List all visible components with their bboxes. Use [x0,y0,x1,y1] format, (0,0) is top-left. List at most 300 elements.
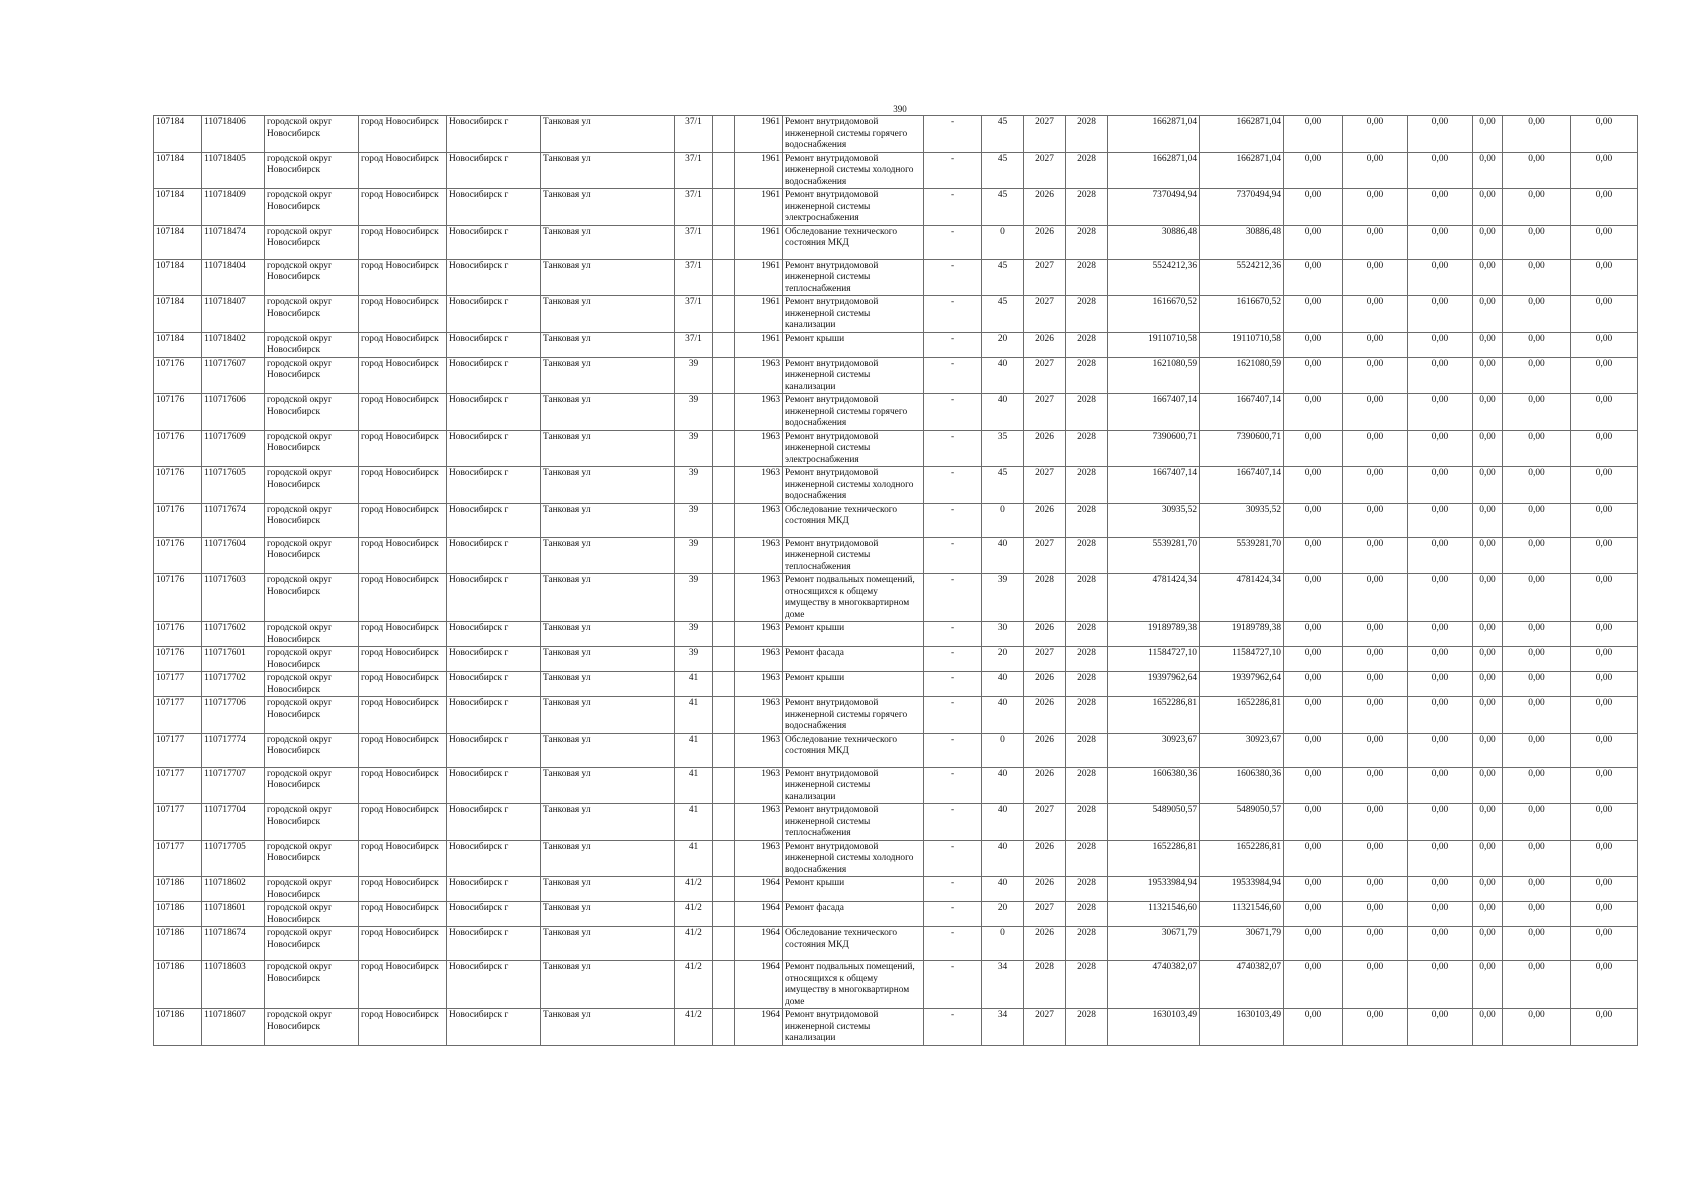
work-code-cell [202,961,265,1009]
cell-text: 0,00 [1479,768,1496,779]
build-year-cell [735,394,783,431]
end-year-cell [1066,840,1108,877]
cell-text: 0,00 [1304,504,1322,515]
amount-cell [1473,927,1503,961]
amount-cell [1343,394,1408,431]
build-year-cell [735,767,783,804]
amount-cell [1408,647,1473,672]
street-cell [541,357,675,394]
cell-text: город Новосибирск [361,903,439,913]
house-id-cell [154,672,202,697]
cell-text: 2027 [1035,297,1054,307]
table-row [154,697,1638,734]
cell-text: 0,00 [1431,928,1449,938]
cell-text: 30886,48 [1161,226,1197,237]
cell-text: 0,00 [1431,333,1449,344]
cell-text: 0,00 [1304,962,1322,972]
cell-text: город Новосибирск [361,358,439,369]
cell-text: 110718474 [204,226,246,237]
build-year-cell [735,152,783,189]
cell-text: Новосибирск г [449,805,509,815]
building-cell [713,332,735,357]
amount-cell [1571,537,1638,574]
house-id-cell [154,259,202,296]
cell-text: 2028 [1077,468,1096,478]
city-cell [447,503,541,537]
work-code-cell [202,357,265,394]
work-code-cell [202,647,265,672]
cell-text: 39 [997,575,1008,585]
cell-text: 5489050,57 [1152,805,1197,815]
cell-text: Танковая ул [543,734,591,745]
cell-text: 41 [688,841,699,852]
cell-text: город Новосибирск [361,297,439,307]
dash-cell [924,804,982,841]
total-cell [1200,622,1284,647]
cell-text: 110717601 [204,648,246,658]
cell-text: 0,00 [1595,575,1613,585]
cell-text: Новосибирск г [449,153,509,164]
wear-cell [982,697,1024,734]
cell-text: 4740382,07 [1236,962,1281,972]
amount-cell [1343,503,1408,537]
amount-cell [1473,647,1503,672]
amount-cell [1284,697,1343,734]
cell-text: 11321546,60 [1232,903,1281,913]
cell-text: 0,00 [1431,1010,1449,1020]
cell-text: Танковая ул [543,878,591,888]
amount-cell [1284,840,1343,877]
cell-text: 0,00 [1304,153,1322,164]
cell-text: 1662871,04 [1152,117,1197,127]
amount-cell [1343,467,1408,504]
street-cell [541,430,675,467]
build-year-cell [735,840,783,877]
cell-text: 1630103,49 [1236,1010,1281,1020]
build-year-cell [735,430,783,467]
amount-cell [1571,697,1638,734]
street-cell [541,672,675,697]
cell-text: - [950,734,955,745]
cell-text: 107186 [156,1010,185,1020]
cell-text: - [950,903,955,913]
amount-cell [1571,877,1638,902]
work-type-cell [783,697,924,734]
cell-text: Ремонт крыши [785,878,845,888]
work-code-cell [202,840,265,877]
cell-text: 1961 [761,226,780,237]
amount-cell [1571,430,1638,467]
building-cell [713,1009,735,1046]
amount-cell [1503,961,1571,1009]
cell-text: 0,00 [1304,468,1322,478]
cell-text: 2027 [1035,538,1054,549]
cell-text: 1963 [761,768,780,779]
cell-text: 2027 [1035,358,1054,369]
cell-text: - [950,431,955,442]
amount-cell [1343,840,1408,877]
settlement-cell [359,116,447,153]
cell-text: 0,00 [1479,878,1496,888]
total-cell [1200,574,1284,622]
cell-text: 0,00 [1431,903,1449,913]
total-cell [1200,672,1284,697]
cell-text: 107184 [156,153,185,164]
cost-cell [1108,296,1200,333]
cell-text: 0,00 [1431,431,1449,442]
cell-text: 0,00 [1528,260,1545,271]
cell-text: городской округ Новосибирск [267,260,332,282]
cell-text: 0,00 [1595,190,1613,200]
cell-text: 0,00 [1479,395,1496,405]
cell-text: Новосибирск г [449,841,509,852]
amount-cell [1408,574,1473,622]
build-year-cell [735,927,783,961]
total-cell [1200,840,1284,877]
plan-year-cell [1024,1009,1066,1046]
end-year-cell [1066,152,1108,189]
cell-text: Танковая ул [543,903,591,913]
amount-cell [1473,622,1503,647]
house-number-cell [675,902,713,927]
amount-cell [1473,840,1503,877]
cell-text: городской округ Новосибирск [267,226,332,248]
cell-text: 0,00 [1528,297,1545,307]
cell-text: 2028 [1077,623,1096,633]
total-cell [1200,927,1284,961]
amount-cell [1284,503,1343,537]
cell-text: 0,00 [1431,226,1449,237]
house-id-cell [154,225,202,259]
amount-cell [1571,467,1638,504]
cell-text: 1961 [761,190,780,200]
capital-repair-table [153,115,1638,1046]
cell-text: 7370494,94 [1152,190,1197,200]
cell-text: 110717605 [204,468,246,478]
house-id-cell [154,902,202,927]
house-id-cell [154,697,202,734]
cost-cell [1108,1009,1200,1046]
cell-text: - [950,538,955,549]
amount-cell [1571,259,1638,296]
street-cell [541,902,675,927]
city-cell [447,225,541,259]
cell-text: городской округ Новосибирск [267,805,332,827]
total-cell [1200,332,1284,357]
cell-text: Ремонт внутридомовой инженерной системы теплоснабжения [785,260,879,294]
cell-text: 2028 [1077,297,1096,307]
cost-cell [1108,804,1200,841]
cell-text: 0,00 [1366,768,1384,779]
plan-year-cell [1024,927,1066,961]
city-cell [447,672,541,697]
cost-cell [1108,357,1200,394]
amount-cell [1343,189,1408,226]
cell-text: городской округ Новосибирск [267,673,332,695]
house-id-cell [154,394,202,431]
house-number-cell [675,927,713,961]
cell-text: - [950,468,955,478]
municipality-cell [265,574,359,622]
building-cell [713,927,735,961]
cell-text: 39 [688,358,699,369]
cell-text: 1963 [761,575,780,585]
cell-text: - [950,928,955,938]
table-row [154,537,1638,574]
building-cell [713,697,735,734]
cell-text: 0,00 [1479,504,1496,515]
settlement-cell [359,902,447,927]
amount-cell [1571,152,1638,189]
cell-text: 45 [997,297,1008,307]
cell-text: 107184 [156,226,185,237]
cell-text: 0,00 [1366,903,1384,913]
end-year-cell [1066,927,1108,961]
cell-text: 2026 [1035,504,1054,515]
cell-text: 0,00 [1528,504,1545,515]
cell-text: 110718603 [204,962,246,972]
work-type-cell [783,574,924,622]
cell-text: город Новосибирск [361,226,439,237]
cell-text: 41 [688,734,699,745]
work-type-cell [783,225,924,259]
cell-text: 1963 [761,431,780,442]
house-id-cell [154,430,202,467]
cell-text: 0,00 [1479,841,1496,852]
street-cell [541,537,675,574]
amount-cell [1408,152,1473,189]
cell-text: 0,00 [1304,698,1322,708]
amount-cell [1343,537,1408,574]
street-cell [541,647,675,672]
cell-text: 7370494,94 [1236,190,1281,200]
amount-cell [1503,189,1571,226]
cost-cell [1108,332,1200,357]
amount-cell [1571,622,1638,647]
amount-cell [1503,503,1571,537]
dash-cell [924,733,982,767]
cell-text: 0,00 [1304,226,1322,237]
municipality-cell [265,116,359,153]
house-number-cell [675,767,713,804]
street-cell [541,622,675,647]
amount-cell [1571,672,1638,697]
house-number-cell [675,672,713,697]
cell-text: 107176 [156,538,185,549]
cell-text: 1662871,04 [1236,117,1281,127]
building-cell [713,804,735,841]
amount-cell [1284,804,1343,841]
work-type-cell [783,296,924,333]
amount-cell [1284,647,1343,672]
wear-cell [982,503,1024,537]
cell-text: 110718602 [204,878,246,888]
municipality-cell [265,1009,359,1046]
house-id-cell [154,1009,202,1046]
cell-text: 107176 [156,504,185,515]
cell-text: Ремонт внутридомовой инженерной системы электроснабжения [785,431,879,465]
city-cell [447,296,541,333]
amount-cell [1284,537,1343,574]
amount-cell [1408,503,1473,537]
cell-text: 0,00 [1431,117,1449,127]
cell-text: 2026 [1035,928,1054,938]
cell-text: 45 [997,260,1008,271]
amount-cell [1503,574,1571,622]
cell-text: 0,00 [1479,297,1496,307]
cell-text: 0,00 [1304,117,1322,127]
cell-text: 0,00 [1528,395,1545,405]
cell-text: 0,00 [1528,468,1545,478]
cell-text: 20 [997,903,1008,913]
total-cell [1200,961,1284,1009]
municipality-cell [265,152,359,189]
amount-cell [1408,357,1473,394]
cell-text: Новосибирск г [449,117,509,127]
amount-cell [1473,296,1503,333]
cell-text: 107186 [156,903,185,913]
cell-text: 0,00 [1431,841,1449,852]
wear-cell [982,296,1024,333]
cell-text: 2026 [1035,878,1054,888]
street-cell [541,840,675,877]
cell-text: 110717707 [204,768,246,779]
work-type-cell [783,152,924,189]
amount-cell [1503,877,1571,902]
cell-text: 20 [997,333,1008,344]
settlement-cell [359,152,447,189]
cell-text: 0,00 [1595,395,1613,405]
total-cell [1200,733,1284,767]
table-row [154,394,1638,431]
amount-cell [1503,225,1571,259]
cell-text: 45 [997,468,1008,478]
municipality-cell [265,225,359,259]
cell-text: городской округ Новосибирск [267,504,332,526]
cell-text: Ремонт внутридомовой инженерной системы горячего водоснабжения [785,117,908,150]
cell-text: 5489050,57 [1236,805,1281,815]
wear-cell [982,152,1024,189]
house-number-cell [675,152,713,189]
end-year-cell [1066,225,1108,259]
house-number-cell [675,840,713,877]
cell-text: 1963 [761,358,780,369]
city-cell [447,622,541,647]
cost-cell [1108,259,1200,296]
cell-text: - [950,260,955,271]
table-row [154,332,1638,357]
city-cell [447,647,541,672]
cell-text: 40 [997,878,1008,888]
table-row [154,467,1638,504]
cell-text: город Новосибирск [361,575,439,585]
cell-text: Ремонт внутридомовой инженерной системы электроснабжения [785,190,879,223]
settlement-cell [359,767,447,804]
house-id-cell [154,961,202,1009]
dash-cell [924,927,982,961]
build-year-cell [735,902,783,927]
cell-text: 37/1 [685,190,702,200]
work-type-cell [783,647,924,672]
work-type-cell [783,394,924,431]
cell-text: 0,00 [1366,623,1384,633]
work-code-cell [202,296,265,333]
cell-text: 110717674 [204,504,246,515]
cell-text: 2026 [1035,734,1054,745]
cell-text: 39 [688,395,699,405]
settlement-cell [359,332,447,357]
cell-text: - [950,648,955,658]
amount-cell [1408,296,1473,333]
cell-text: 110717607 [204,358,246,369]
cell-text: город Новосибирск [361,538,439,549]
cell-text: 2026 [1035,623,1054,633]
cell-text: городской округ Новосибирск [267,903,332,925]
cell-text: 1606380,36 [1236,768,1281,779]
cell-text: 2028 [1077,648,1096,658]
end-year-cell [1066,189,1108,226]
building-cell [713,672,735,697]
cell-text: 0,00 [1366,673,1384,683]
end-year-cell [1066,672,1108,697]
cell-text: городской округ Новосибирск [267,698,332,720]
municipality-cell [265,902,359,927]
cell-text: 0,00 [1304,575,1322,585]
cell-text: 0,00 [1595,1010,1613,1020]
total-cell [1200,189,1284,226]
plan-year-cell [1024,733,1066,767]
house-number-cell [675,697,713,734]
amount-cell [1284,902,1343,927]
street-cell [541,467,675,504]
end-year-cell [1066,1009,1108,1046]
cell-text: 107176 [156,648,185,658]
amount-cell [1343,622,1408,647]
amount-cell [1571,189,1638,226]
cell-text: - [950,190,955,200]
municipality-cell [265,503,359,537]
cell-text: 39 [688,504,699,515]
cell-text: 110718406 [204,117,246,127]
amount-cell [1343,332,1408,357]
amount-cell [1343,574,1408,622]
table-row [154,574,1638,622]
cell-text: 0,00 [1528,431,1545,442]
cell-text: 0,00 [1431,190,1449,200]
cell-text: 0,00 [1431,395,1449,405]
end-year-cell [1066,296,1108,333]
cell-text: 0 [1000,226,1005,237]
dash-cell [924,357,982,394]
cell-text: Новосибирск г [449,673,509,683]
work-code-cell [202,622,265,647]
plan-year-cell [1024,430,1066,467]
cell-text: 2028 [1077,673,1096,683]
house-number-cell [675,804,713,841]
amount-cell [1343,902,1408,927]
build-year-cell [735,332,783,357]
cell-text: 0,00 [1366,928,1384,938]
cell-text: 1667407,14 [1236,395,1281,405]
amount-cell [1408,189,1473,226]
cell-text: 2028 [1077,768,1096,779]
cell-text: 19533984,94 [1147,878,1197,888]
table-body [154,116,1638,1046]
house-number-cell [675,647,713,672]
amount-cell [1571,574,1638,622]
cell-text: городской округ Новосибирск [267,190,332,212]
street-cell [541,574,675,622]
